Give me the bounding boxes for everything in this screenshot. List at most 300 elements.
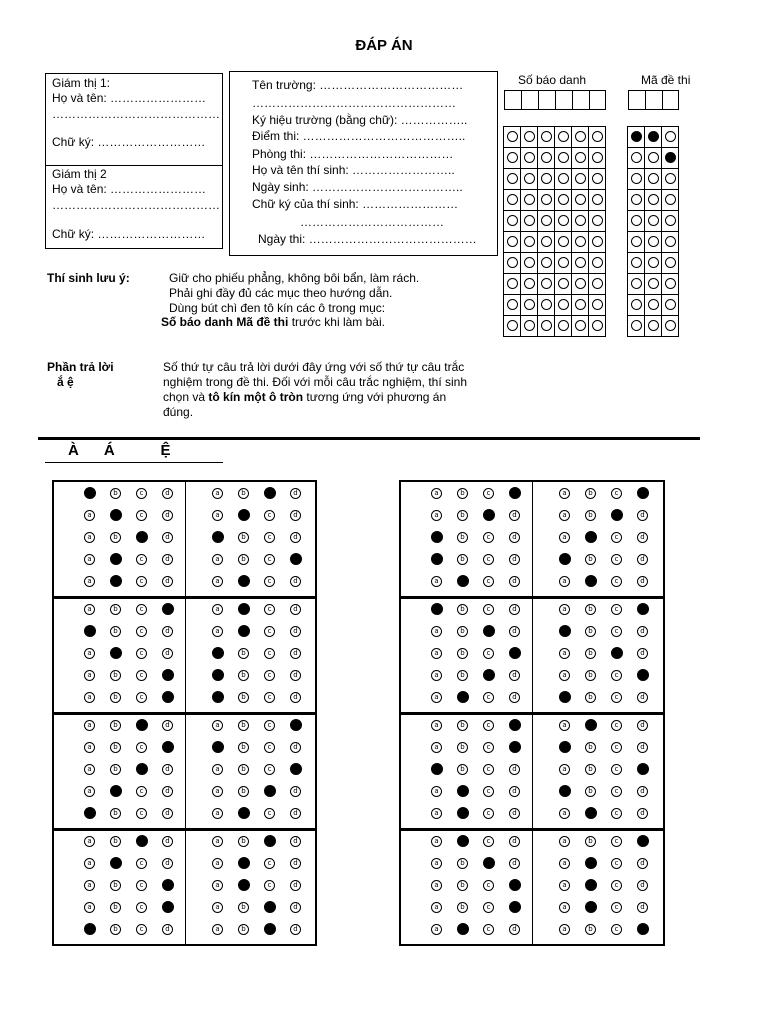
answer-bubble-c[interactable]: c	[483, 764, 494, 775]
answer-bubble-d[interactable]	[162, 603, 174, 615]
answer-bubble-c[interactable]: c	[483, 648, 494, 659]
answer-bubble-a[interactable]: a	[431, 510, 442, 521]
answer-bubble-a[interactable]	[212, 669, 224, 681]
answer-bubble-b[interactable]	[585, 807, 597, 819]
answer-bubble-d[interactable]	[509, 647, 521, 659]
made-bubble[interactable]	[631, 299, 642, 310]
answer-bubble-a[interactable]: a	[84, 554, 95, 565]
answer-bubble-b[interactable]: b	[110, 902, 121, 913]
answer-bubble-d[interactable]	[637, 835, 649, 847]
answer-bubble-a[interactable]: a	[212, 786, 223, 797]
answer-bubble-a[interactable]: a	[84, 742, 95, 753]
answer-bubble-b[interactable]: b	[110, 924, 121, 935]
sbd-bubble[interactable]	[507, 278, 518, 289]
sbd-bubble[interactable]	[592, 173, 603, 184]
answer-bubble-a[interactable]: a	[212, 808, 223, 819]
sbd-bubble[interactable]	[524, 173, 535, 184]
answer-bubble-a[interactable]: a	[559, 924, 570, 935]
answer-bubble-c[interactable]: c	[136, 902, 147, 913]
answer-bubble-d[interactable]: d	[637, 692, 648, 703]
answer-bubble-d[interactable]: d	[162, 554, 173, 565]
answer-bubble-d[interactable]: d	[509, 692, 520, 703]
sbd-bubble[interactable]	[575, 236, 586, 247]
sbd-bubble[interactable]	[558, 299, 569, 310]
sbd-bubble[interactable]	[592, 215, 603, 226]
answer-bubble-a[interactable]: a	[212, 488, 223, 499]
answer-bubble-c[interactable]	[483, 625, 495, 637]
answer-bubble-a[interactable]	[559, 785, 571, 797]
answer-bubble-b[interactable]: b	[238, 786, 249, 797]
made-bubble[interactable]	[665, 194, 676, 205]
answer-bubble-b[interactable]: b	[585, 626, 596, 637]
answer-bubble-d[interactable]: d	[162, 648, 173, 659]
sbd-bubble[interactable]	[541, 257, 552, 268]
made-bubble[interactable]	[631, 320, 642, 331]
sbd-bubble[interactable]	[507, 236, 518, 247]
answer-bubble-d[interactable]: d	[290, 880, 301, 891]
answer-bubble-c[interactable]: c	[136, 692, 147, 703]
made-bubble[interactable]	[665, 131, 676, 142]
answer-bubble-a[interactable]	[431, 553, 443, 565]
answer-bubble-d[interactable]: d	[509, 764, 520, 775]
answer-bubble-b[interactable]	[585, 719, 597, 731]
answer-bubble-c[interactable]	[264, 923, 276, 935]
answer-bubble-b[interactable]: b	[110, 764, 121, 775]
answer-bubble-c[interactable]: c	[136, 858, 147, 869]
answer-bubble-c[interactable]: c	[611, 554, 622, 565]
sbd-bubble[interactable]	[524, 278, 535, 289]
answer-bubble-d[interactable]	[637, 669, 649, 681]
sbd-bubble[interactable]	[524, 257, 535, 268]
answer-bubble-a[interactable]	[431, 603, 443, 615]
made-bubble[interactable]	[648, 131, 659, 142]
sbd-bubble[interactable]	[541, 215, 552, 226]
answer-bubble-d[interactable]: d	[290, 836, 301, 847]
answer-bubble-b[interactable]	[585, 531, 597, 543]
answer-bubble-d[interactable]: d	[290, 924, 301, 935]
made-write-cell[interactable]	[645, 90, 662, 110]
answer-bubble-c[interactable]	[264, 901, 276, 913]
answer-bubble-d[interactable]: d	[290, 742, 301, 753]
answer-bubble-b[interactable]	[110, 509, 122, 521]
answer-bubble-b[interactable]	[457, 923, 469, 935]
answer-bubble-c[interactable]: c	[136, 742, 147, 753]
answer-bubble-b[interactable]: b	[585, 554, 596, 565]
answer-bubble-d[interactable]	[162, 691, 174, 703]
sbd-bubble[interactable]	[592, 236, 603, 247]
answer-bubble-d[interactable]: d	[637, 510, 648, 521]
answer-bubble-d[interactable]: d	[637, 554, 648, 565]
answer-bubble-a[interactable]: a	[559, 902, 570, 913]
answer-bubble-d[interactable]: d	[162, 532, 173, 543]
answer-bubble-b[interactable]: b	[110, 880, 121, 891]
answer-bubble-b[interactable]: b	[110, 808, 121, 819]
answer-bubble-a[interactable]: a	[84, 692, 95, 703]
answer-bubble-c[interactable]: c	[136, 626, 147, 637]
answer-bubble-c[interactable]: c	[483, 576, 494, 587]
answer-bubble-c[interactable]: c	[483, 808, 494, 819]
sbd-bubble[interactable]	[558, 278, 569, 289]
answer-bubble-c[interactable]: c	[136, 648, 147, 659]
sbd-bubble[interactable]	[507, 152, 518, 163]
sbd-bubble[interactable]	[558, 215, 569, 226]
made-bubble[interactable]	[648, 173, 659, 184]
answer-bubble-a[interactable]: a	[212, 576, 223, 587]
answer-bubble-b[interactable]: b	[457, 764, 468, 775]
made-bubble[interactable]	[631, 236, 642, 247]
answer-bubble-a[interactable]: a	[84, 604, 95, 615]
answer-bubble-c[interactable]: c	[264, 720, 275, 731]
answer-bubble-a[interactable]: a	[84, 670, 95, 681]
answer-bubble-c[interactable]	[136, 763, 148, 775]
answer-bubble-d[interactable]: d	[509, 836, 520, 847]
answer-bubble-a[interactable]: a	[559, 858, 570, 869]
answer-bubble-d[interactable]	[290, 553, 302, 565]
made-bubble[interactable]	[631, 278, 642, 289]
answer-bubble-a[interactable]: a	[559, 720, 570, 731]
sbd-bubble[interactable]	[541, 278, 552, 289]
answer-bubble-c[interactable]	[264, 487, 276, 499]
answer-bubble-d[interactable]: d	[637, 720, 648, 731]
answer-bubble-b[interactable]: b	[238, 720, 249, 731]
answer-bubble-a[interactable]: a	[84, 510, 95, 521]
sbd-bubble[interactable]	[541, 152, 552, 163]
made-bubble[interactable]	[648, 194, 659, 205]
answer-bubble-a[interactable]: a	[431, 720, 442, 731]
sbd-bubble[interactable]	[541, 299, 552, 310]
answer-bubble-c[interactable]: c	[264, 808, 275, 819]
sbd-write-cells[interactable]	[504, 90, 606, 110]
answer-bubble-c[interactable]: c	[483, 532, 494, 543]
sbd-bubble[interactable]	[592, 152, 603, 163]
answer-bubble-b[interactable]: b	[238, 924, 249, 935]
answer-bubble-c[interactable]: c	[136, 576, 147, 587]
answer-bubble-b[interactable]: b	[457, 532, 468, 543]
answer-bubble-d[interactable]: d	[290, 692, 301, 703]
answer-bubble-d[interactable]: d	[637, 786, 648, 797]
made-bubble[interactable]	[665, 320, 676, 331]
answer-bubble-d[interactable]: d	[162, 720, 173, 731]
sbd-bubble[interactable]	[524, 194, 535, 205]
made-bubble[interactable]	[648, 320, 659, 331]
answer-bubble-c[interactable]: c	[483, 742, 494, 753]
sbd-bubble[interactable]	[558, 194, 569, 205]
answer-bubble-b[interactable]	[585, 575, 597, 587]
answer-bubble-c[interactable]	[136, 719, 148, 731]
answer-bubble-c[interactable]: c	[611, 924, 622, 935]
answer-bubble-b[interactable]	[585, 857, 597, 869]
answer-bubble-d[interactable]: d	[162, 626, 173, 637]
answer-bubble-a[interactable]: a	[431, 742, 442, 753]
answer-bubble-d[interactable]: d	[162, 510, 173, 521]
answer-bubble-b[interactable]: b	[110, 488, 121, 499]
answer-bubble-c[interactable]: c	[136, 604, 147, 615]
answer-bubble-d[interactable]	[509, 487, 521, 499]
made-write-cell[interactable]	[662, 90, 679, 110]
answer-bubble-d[interactable]	[509, 901, 521, 913]
answer-bubble-d[interactable]: d	[637, 626, 648, 637]
answer-bubble-d[interactable]: d	[637, 808, 648, 819]
answer-bubble-b[interactable]: b	[585, 764, 596, 775]
answer-bubble-b[interactable]	[585, 879, 597, 891]
answer-bubble-a[interactable]	[431, 531, 443, 543]
answer-bubble-b[interactable]	[110, 553, 122, 565]
answer-bubble-d[interactable]: d	[509, 858, 520, 869]
answer-bubble-d[interactable]: d	[637, 576, 648, 587]
answer-bubble-a[interactable]: a	[212, 626, 223, 637]
answer-bubble-d[interactable]	[162, 901, 174, 913]
answer-bubble-c[interactable]	[611, 509, 623, 521]
answer-bubble-c[interactable]: c	[611, 604, 622, 615]
sbd-bubble[interactable]	[558, 173, 569, 184]
answer-bubble-b[interactable]	[238, 509, 250, 521]
answer-bubble-a[interactable]: a	[559, 836, 570, 847]
answer-bubble-a[interactable]: a	[559, 880, 570, 891]
answer-bubble-b[interactable]: b	[585, 836, 596, 847]
answer-bubble-a[interactable]: a	[559, 604, 570, 615]
answer-bubble-a[interactable]	[559, 741, 571, 753]
answer-bubble-b[interactable]	[238, 807, 250, 819]
answer-bubble-a[interactable]: a	[431, 924, 442, 935]
answer-bubble-b[interactable]: b	[238, 836, 249, 847]
answer-bubble-a[interactable]	[212, 531, 224, 543]
answer-bubble-b[interactable]: b	[238, 532, 249, 543]
sbd-bubble[interactable]	[575, 152, 586, 163]
made-bubble[interactable]	[665, 173, 676, 184]
answer-bubble-b[interactable]	[110, 575, 122, 587]
answer-bubble-c[interactable]	[483, 509, 495, 521]
answer-bubble-a[interactable]: a	[84, 764, 95, 775]
answer-bubble-b[interactable]: b	[238, 554, 249, 565]
answer-bubble-b[interactable]: b	[585, 648, 596, 659]
answer-bubble-d[interactable]: d	[509, 670, 520, 681]
sbd-bubble[interactable]	[541, 173, 552, 184]
sbd-bubble[interactable]	[575, 320, 586, 331]
sbd-bubble[interactable]	[507, 131, 518, 142]
sbd-bubble[interactable]	[592, 320, 603, 331]
sbd-bubble[interactable]	[507, 257, 518, 268]
answer-bubble-a[interactable]	[212, 647, 224, 659]
answer-bubble-d[interactable]	[509, 719, 521, 731]
answer-bubble-c[interactable]: c	[483, 720, 494, 731]
answer-bubble-a[interactable]: a	[559, 532, 570, 543]
answer-bubble-c[interactable]: c	[264, 858, 275, 869]
made-bubble[interactable]	[631, 215, 642, 226]
answer-bubble-a[interactable]	[559, 691, 571, 703]
answer-bubble-d[interactable]: d	[162, 764, 173, 775]
sbd-bubble[interactable]	[558, 236, 569, 247]
sbd-bubble[interactable]	[558, 257, 569, 268]
answer-bubble-c[interactable]: c	[264, 670, 275, 681]
answer-bubble-a[interactable]: a	[559, 648, 570, 659]
answer-bubble-b[interactable]: b	[457, 720, 468, 731]
answer-bubble-d[interactable]: d	[290, 858, 301, 869]
answer-bubble-a[interactable]: a	[559, 670, 570, 681]
answer-bubble-d[interactable]	[637, 603, 649, 615]
answer-bubble-c[interactable]: c	[136, 808, 147, 819]
answer-bubble-d[interactable]: d	[509, 532, 520, 543]
answer-bubble-a[interactable]: a	[431, 786, 442, 797]
answer-bubble-a[interactable]: a	[84, 836, 95, 847]
answer-bubble-c[interactable]: c	[611, 720, 622, 731]
answer-bubble-d[interactable]	[290, 763, 302, 775]
answer-bubble-c[interactable]: c	[611, 532, 622, 543]
answer-bubble-c[interactable]: c	[264, 554, 275, 565]
answer-bubble-b[interactable]: b	[110, 604, 121, 615]
sbd-bubble[interactable]	[575, 299, 586, 310]
answer-bubble-b[interactable]	[110, 647, 122, 659]
answer-bubble-b[interactable]: b	[110, 670, 121, 681]
answer-bubble-a[interactable]: a	[84, 902, 95, 913]
sbd-write-cell[interactable]	[555, 90, 572, 110]
answer-bubble-b[interactable]: b	[457, 648, 468, 659]
answer-bubble-b[interactable]: b	[110, 720, 121, 731]
sbd-bubble[interactable]	[524, 320, 535, 331]
answer-bubble-b[interactable]: b	[110, 692, 121, 703]
answer-bubble-c[interactable]: c	[264, 880, 275, 891]
answer-bubble-b[interactable]	[238, 625, 250, 637]
answer-bubble-c[interactable]: c	[611, 692, 622, 703]
sbd-bubble[interactable]	[575, 278, 586, 289]
answer-bubble-a[interactable]	[431, 763, 443, 775]
answer-bubble-d[interactable]: d	[290, 576, 301, 587]
made-bubble[interactable]	[648, 257, 659, 268]
answer-bubble-a[interactable]	[559, 553, 571, 565]
answer-bubble-b[interactable]: b	[238, 764, 249, 775]
answer-bubble-b[interactable]: b	[457, 604, 468, 615]
answer-bubble-b[interactable]: b	[457, 554, 468, 565]
answer-bubble-c[interactable]: c	[264, 764, 275, 775]
sbd-bubble[interactable]	[558, 131, 569, 142]
answer-bubble-b[interactable]: b	[110, 836, 121, 847]
answer-bubble-d[interactable]: d	[162, 488, 173, 499]
answer-bubble-d[interactable]: d	[162, 576, 173, 587]
answer-bubble-a[interactable]: a	[431, 902, 442, 913]
sbd-bubble[interactable]	[592, 299, 603, 310]
answer-bubble-d[interactable]: d	[290, 488, 301, 499]
answer-bubble-c[interactable]: c	[483, 902, 494, 913]
answer-bubble-d[interactable]: d	[637, 742, 648, 753]
answer-bubble-c[interactable]	[136, 835, 148, 847]
answer-bubble-d[interactable]: d	[290, 626, 301, 637]
sbd-bubble[interactable]	[541, 131, 552, 142]
answer-bubble-c[interactable]: c	[264, 648, 275, 659]
answer-bubble-c[interactable]: c	[264, 532, 275, 543]
answer-bubble-c[interactable]: c	[264, 626, 275, 637]
sbd-bubble[interactable]	[558, 152, 569, 163]
sbd-bubble[interactable]	[507, 299, 518, 310]
answer-bubble-b[interactable]: b	[585, 742, 596, 753]
sbd-bubble[interactable]	[507, 173, 518, 184]
answer-bubble-d[interactable]: d	[290, 510, 301, 521]
answer-bubble-a[interactable]: a	[212, 510, 223, 521]
sbd-write-cell[interactable]	[504, 90, 521, 110]
answer-bubble-c[interactable]: c	[136, 554, 147, 565]
answer-bubble-c[interactable]: c	[483, 554, 494, 565]
answer-bubble-c[interactable]: c	[136, 488, 147, 499]
answer-bubble-b[interactable]	[238, 857, 250, 869]
answer-bubble-d[interactable]: d	[509, 554, 520, 565]
answer-bubble-c[interactable]	[264, 785, 276, 797]
answer-bubble-a[interactable]: a	[559, 576, 570, 587]
sbd-bubble[interactable]	[575, 257, 586, 268]
answer-bubble-d[interactable]: d	[509, 604, 520, 615]
answer-bubble-b[interactable]: b	[110, 532, 121, 543]
answer-bubble-a[interactable]: a	[431, 576, 442, 587]
answer-bubble-b[interactable]: b	[238, 902, 249, 913]
answer-bubble-a[interactable]: a	[212, 880, 223, 891]
answer-bubble-c[interactable]: c	[611, 764, 622, 775]
answer-bubble-a[interactable]: a	[84, 532, 95, 543]
answer-bubble-c[interactable]	[483, 857, 495, 869]
answer-bubble-b[interactable]: b	[585, 488, 596, 499]
answer-bubble-d[interactable]: d	[290, 808, 301, 819]
answer-bubble-c[interactable]: c	[483, 488, 494, 499]
answer-bubble-a[interactable]: a	[431, 836, 442, 847]
answer-bubble-c[interactable]: c	[483, 692, 494, 703]
made-bubble[interactable]	[631, 131, 642, 142]
answer-bubble-b[interactable]: b	[457, 510, 468, 521]
answer-bubble-d[interactable]: d	[637, 648, 648, 659]
sbd-bubble[interactable]	[524, 131, 535, 142]
made-write-cells[interactable]	[628, 90, 679, 110]
answer-bubble-d[interactable]: d	[637, 858, 648, 869]
answer-bubble-b[interactable]: b	[457, 488, 468, 499]
sbd-bubble[interactable]	[507, 194, 518, 205]
answer-bubble-a[interactable]	[84, 625, 96, 637]
answer-bubble-d[interactable]	[290, 719, 302, 731]
answer-bubble-d[interactable]	[162, 879, 174, 891]
answer-bubble-c[interactable]: c	[611, 576, 622, 587]
answer-bubble-b[interactable]: b	[457, 742, 468, 753]
sbd-bubble[interactable]	[575, 131, 586, 142]
answer-bubble-a[interactable]: a	[431, 880, 442, 891]
sbd-bubble[interactable]	[592, 194, 603, 205]
answer-bubble-d[interactable]: d	[509, 576, 520, 587]
answer-bubble-a[interactable]: a	[212, 764, 223, 775]
answer-bubble-a[interactable]	[84, 487, 96, 499]
made-bubble[interactable]	[648, 299, 659, 310]
answer-bubble-a[interactable]: a	[431, 626, 442, 637]
answer-bubble-c[interactable]: c	[264, 742, 275, 753]
answer-bubble-b[interactable]	[238, 603, 250, 615]
answer-bubble-c[interactable]: c	[264, 510, 275, 521]
made-bubble[interactable]	[648, 152, 659, 163]
answer-bubble-d[interactable]: d	[637, 532, 648, 543]
answer-bubble-b[interactable]: b	[585, 510, 596, 521]
answer-bubble-d[interactable]: d	[637, 880, 648, 891]
answer-bubble-b[interactable]: b	[238, 488, 249, 499]
answer-bubble-c[interactable]: c	[136, 786, 147, 797]
answer-bubble-b[interactable]	[585, 901, 597, 913]
answer-bubble-b[interactable]	[238, 879, 250, 891]
answer-bubble-c[interactable]: c	[611, 786, 622, 797]
answer-bubble-a[interactable]	[212, 691, 224, 703]
answer-bubble-b[interactable]: b	[585, 604, 596, 615]
answer-bubble-d[interactable]: d	[162, 858, 173, 869]
sbd-bubble[interactable]	[558, 320, 569, 331]
answer-bubble-c[interactable]: c	[483, 836, 494, 847]
answer-bubble-d[interactable]: d	[290, 786, 301, 797]
answer-bubble-a[interactable]: a	[431, 858, 442, 869]
answer-bubble-d[interactable]: d	[290, 902, 301, 913]
answer-bubble-a[interactable]: a	[559, 764, 570, 775]
answer-bubble-a[interactable]: a	[212, 836, 223, 847]
answer-bubble-d[interactable]: d	[509, 786, 520, 797]
made-bubble[interactable]	[665, 299, 676, 310]
made-bubble[interactable]	[631, 152, 642, 163]
answer-bubble-b[interactable]	[457, 691, 469, 703]
